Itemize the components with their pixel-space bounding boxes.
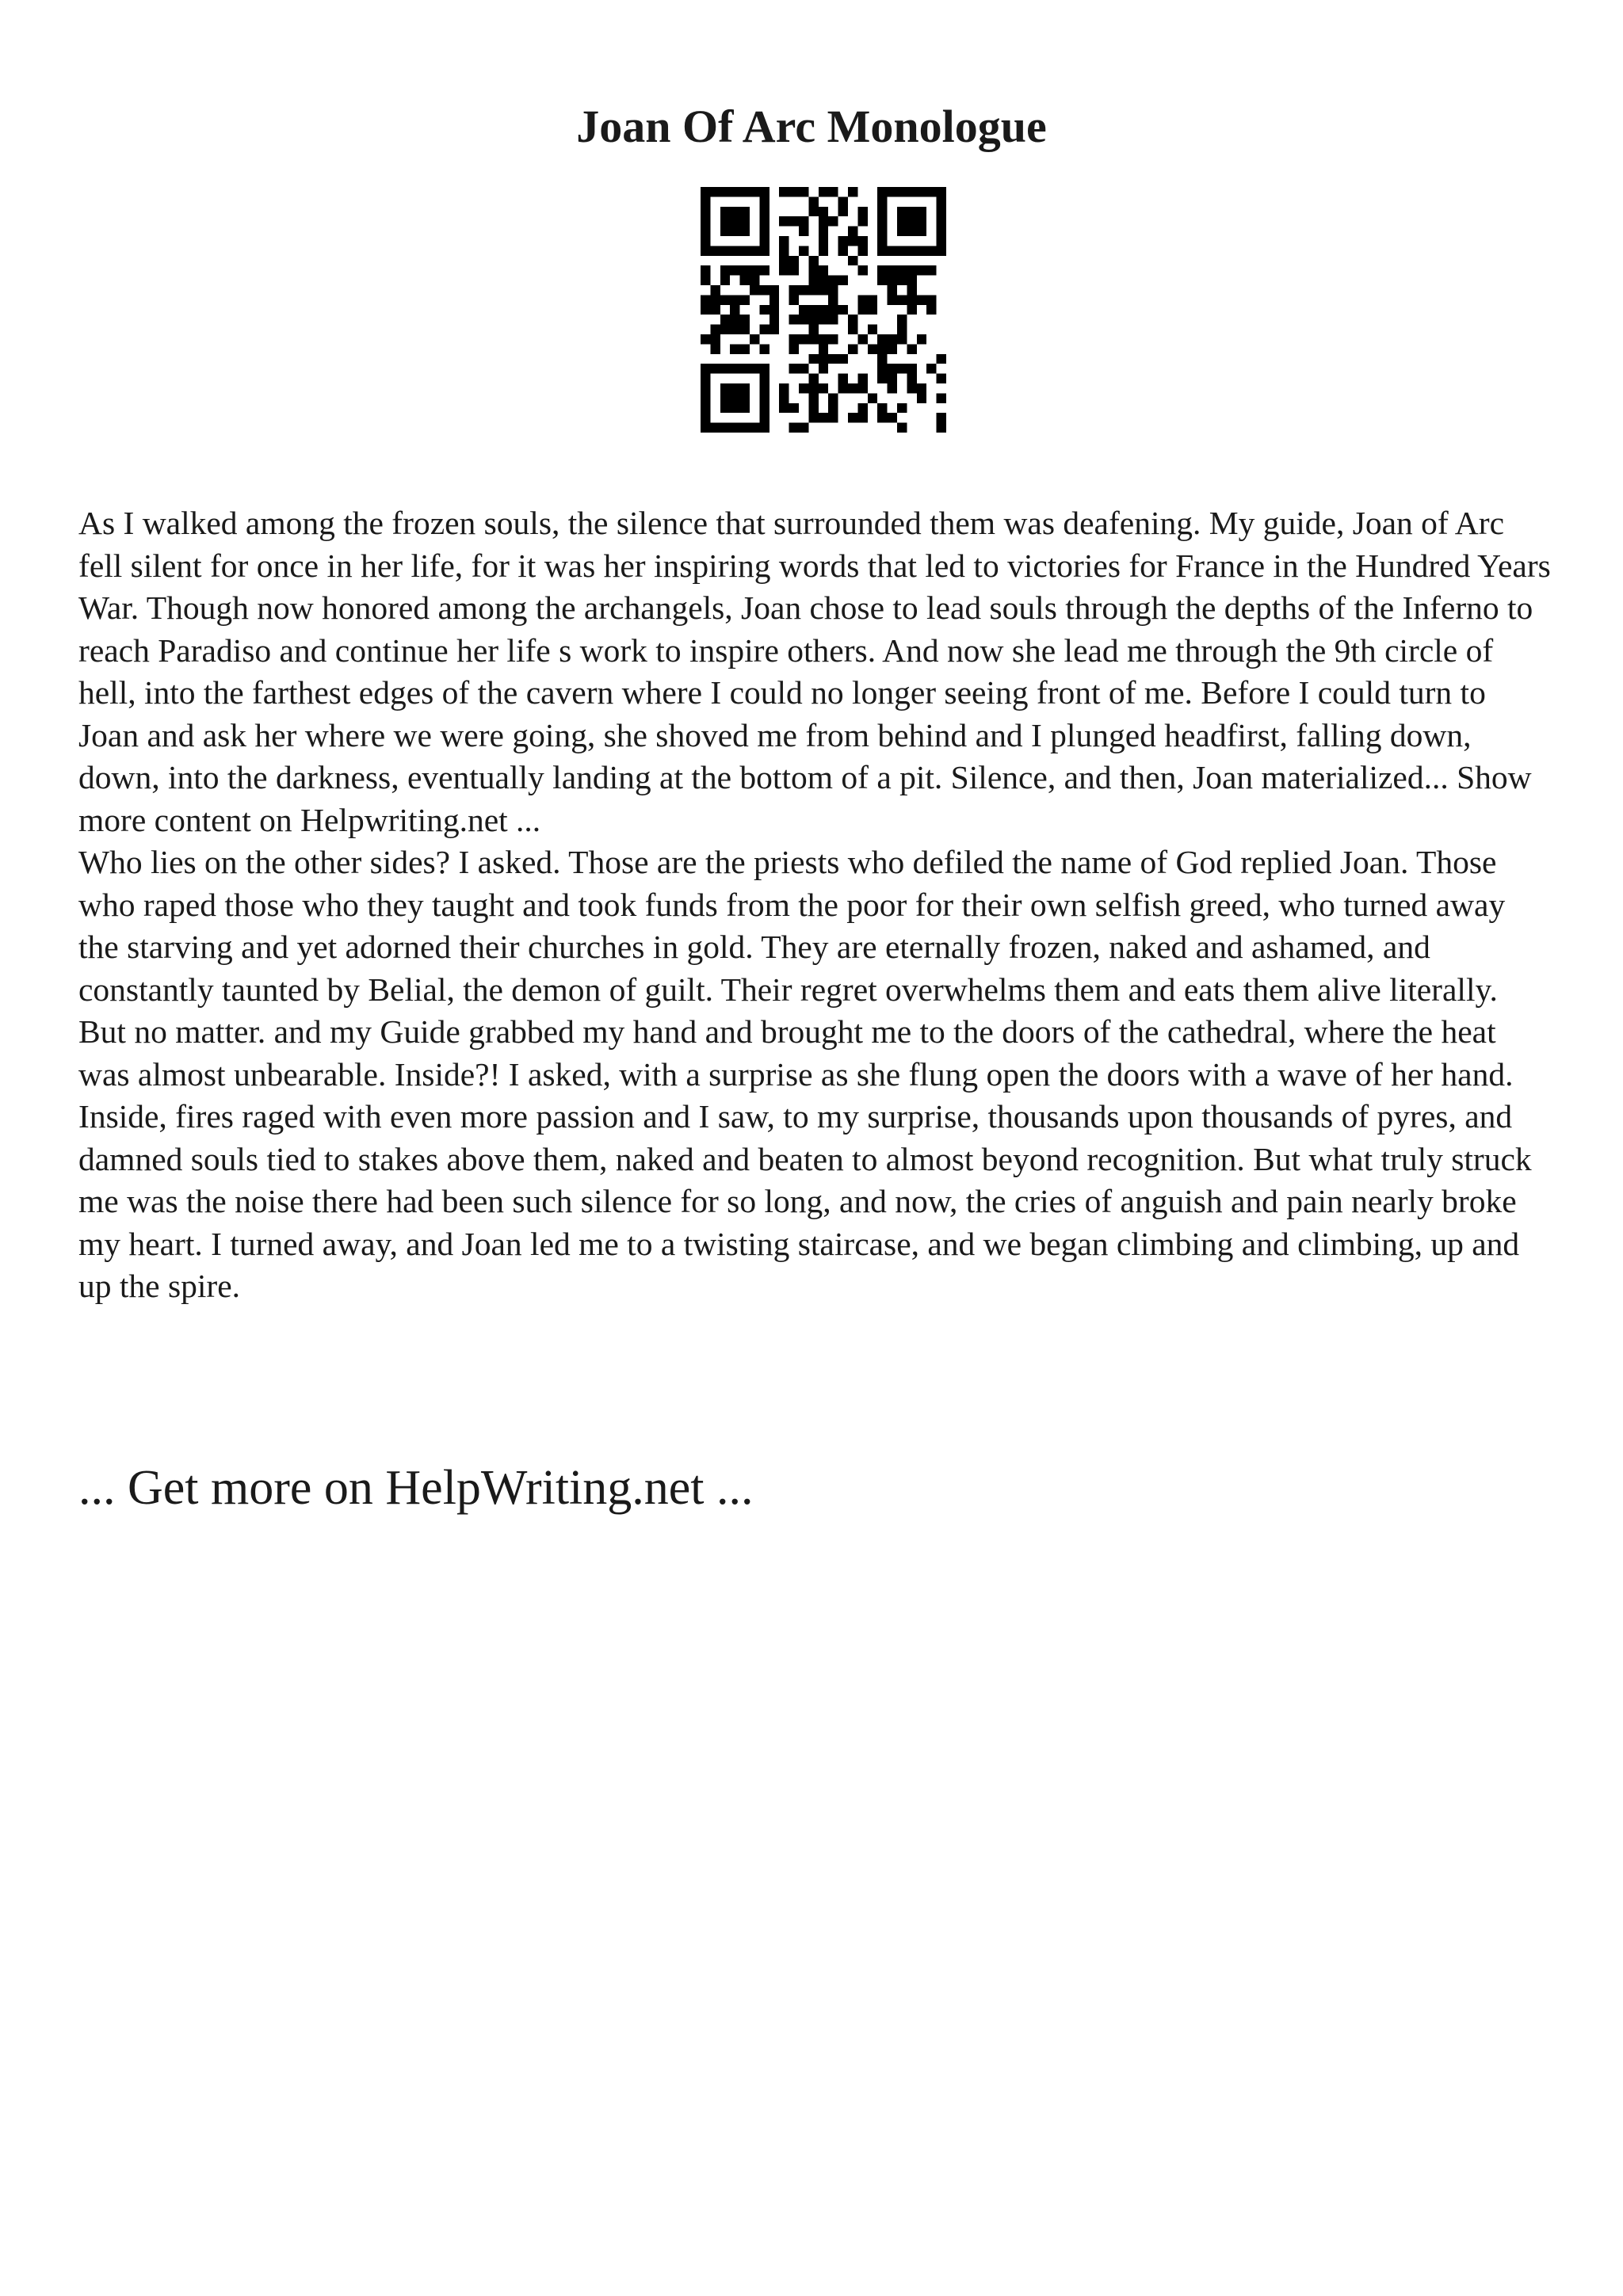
article-body (78, 502, 1552, 1308)
page-title: Joan Of Arc Monologue (576, 101, 1047, 152)
paragraph-1: As I walked among the frozen souls, the silence that surrounded them was deafening. My guide, Joan of Arc fell silent for once in her life, for it was her inspiring words that led to victories for France in the Hundred Years War. Though now honored among the archangels, Joan chose to lead souls through the depths of the Inferno to reach Paradiso and continue her life s work to inspire others. And now she lead me through the 9th circle of hell, into the farthest edges of the cavern where I could no longer seeing front of me. Before I could turn to Joan and ask her where we were going, she shoved me from behind and I plunged headfirst, falling down, down, into the darkness, eventually landing at the bottom of a pit. Silence, and then, Joan materialized... Show more content on Helpwriting.net ... (78, 505, 1551, 838)
qr-code-icon (701, 187, 946, 433)
get-more-link[interactable]: ... Get more on HelpWriting.net ... (78, 1461, 754, 1515)
paragraph-2: Who lies on the other sides? I asked. Those are the priests who defiled the name of God replied Joan. Those who raped those who they taught and took funds from the poor for their own selfish greed, who turned away the starving and yet adorned their churches in gold. They are eternally frozen, naked and ashamed, and constantly taunted by Belial, the demon of guilt. Their regret overwhelms them and eats them alive literally. But no matter. and my Guide grabbed my hand and brought me to the doors of the cathedral, where the heat was almost unbearable. Inside?! I asked, with a surprise as she flung open the doors with a wave of her hand. Inside, fires raged with even more passion and I saw, to my surprise, thousands upon thousands of pyres, and damned souls tied to stakes above them, naked and beaten to almost beyond recognition. But what truly struck me was the noise there had been such silence for so long, and now, the cries of anguish and pain nearly broke my heart. I turned away, and Joan led me to a twisting staircase, and we began climbing and climbing, up and up the spire. (78, 844, 1532, 1304)
